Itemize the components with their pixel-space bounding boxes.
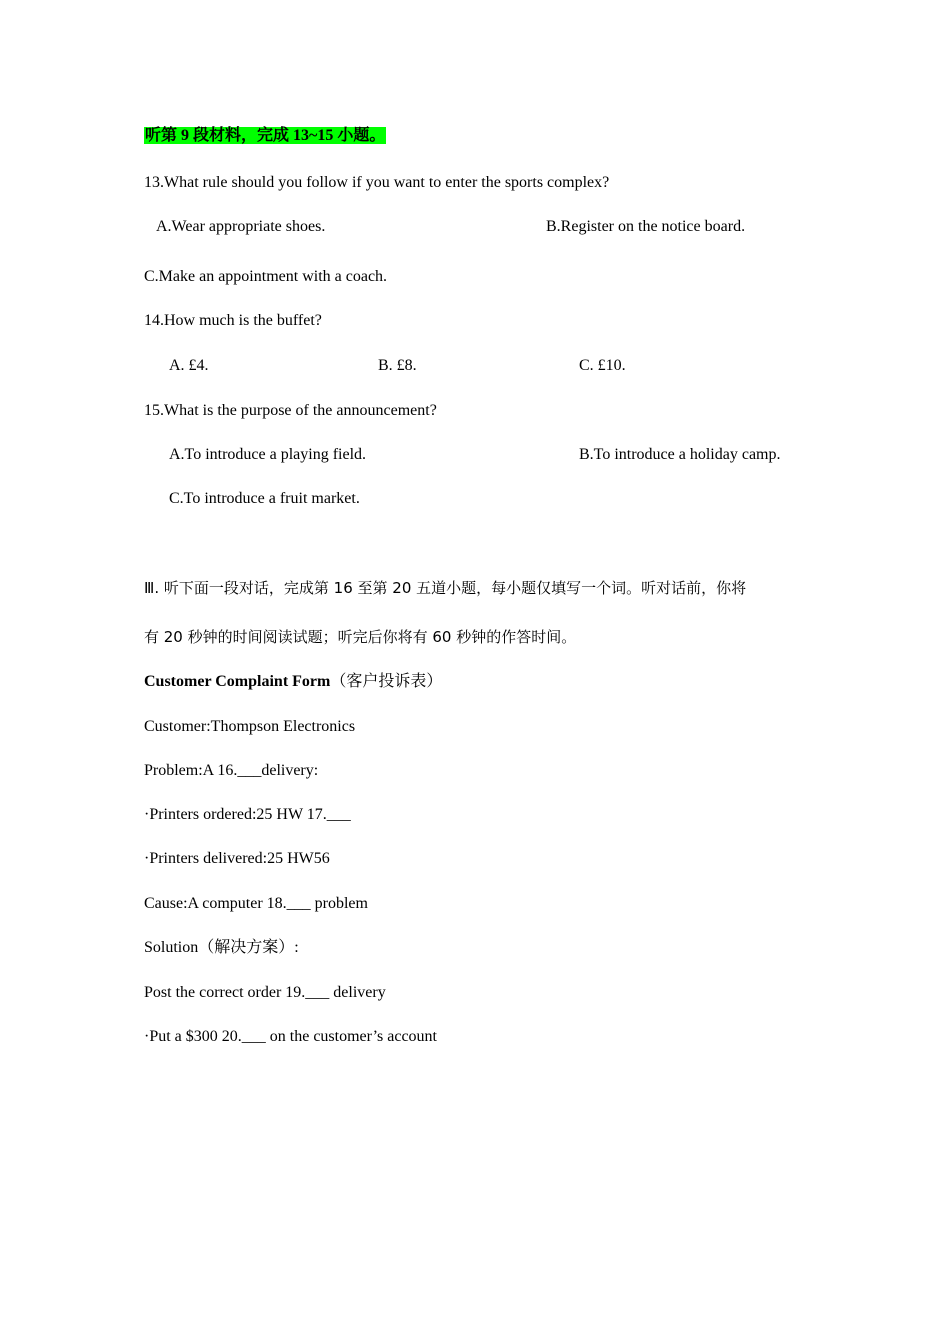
form-credit-line: ·Put a $300 20.___ on the customer’s account [144, 1028, 437, 1045]
form-printers-ordered-line: ·Printers ordered:25 HW 17.___ [144, 806, 351, 823]
form-post-order-line: Post the correct order 19.___ delivery [144, 984, 386, 1001]
question-13-option-b[interactable]: B.Register on the notice board. [546, 218, 746, 235]
section-heading-text: 听第 9 段材料，完成 13~15 小题。 [145, 127, 386, 144]
question-14-stem: 14.How much is the buffet? [144, 312, 322, 329]
form-printers-delivered-line: ·Printers delivered:25 HW56 [144, 850, 330, 867]
question-13-option-a[interactable]: A.Wear appropriate shoes. [156, 218, 326, 235]
form-customer-line: Customer:Thompson Electronics [144, 718, 356, 735]
form-problem-line: Problem:A 16.___delivery: [144, 762, 319, 779]
part3-instructions-line1: Ⅲ. 听下面一段对话，完成第 16 至第 20 五道小题，每小题仅填写一个词。听对话前，你将 [144, 579, 747, 597]
form-title [144, 672, 442, 692]
form-title-cn: （客户投诉表） [330, 673, 443, 690]
question-15-option-a[interactable]: A.To introduce a playing field. [169, 446, 367, 463]
question-14-option-b[interactable]: B. £8. [378, 357, 417, 374]
form-cause-line: Cause:A computer 18.___ problem [144, 895, 368, 912]
question-13-option-c[interactable]: C.Make an appointment with a coach. [144, 268, 388, 285]
question-14-option-c[interactable]: C. £10. [579, 357, 626, 374]
form-title-en: Customer Complaint Form [144, 673, 331, 690]
question-15-option-b[interactable]: B.To introduce a holiday camp. [579, 446, 781, 463]
section-heading [144, 126, 386, 146]
question-15-stem: 15.What is the purpose of the announcement? [144, 402, 437, 419]
question-14-option-a[interactable]: A. £4. [169, 357, 209, 374]
form-solution-line: Solution（解决方案）: [144, 939, 299, 956]
part3-instructions-line2: 有 20 秒钟的时间阅读试题；听完后你将有 60 秒钟的作答时间。 [144, 628, 577, 646]
question-13-stem: 13.What rule should you follow if you want to enter the sports complex? [144, 174, 610, 191]
question-15-option-c[interactable]: C.To introduce a fruit market. [169, 490, 360, 507]
